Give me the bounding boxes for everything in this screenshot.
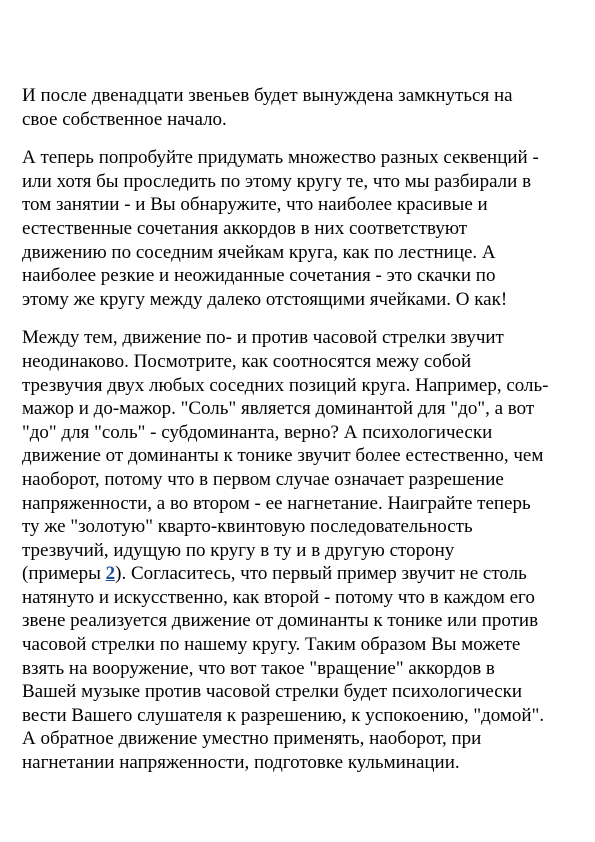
text-line: ту же "золотую" кварто-квинтовую последовательность xyxy=(22,516,473,538)
text-line: нагнетании напряженности, подготовке кульминации. xyxy=(22,752,460,774)
document-page xyxy=(22,84,574,790)
text-line: наоборот, потому что в первом случае означает разрешение xyxy=(22,468,504,490)
example-link[interactable]: 2 xyxy=(105,563,116,585)
text-line: или хотя бы проследить по этому кругу те, что мы разбирали в xyxy=(22,170,532,192)
text-line: том занятии - и Вы обнаружите, что наиболее красивые и xyxy=(22,194,488,216)
text-line: звене реализуется движение от доминанты к тонике или против xyxy=(22,610,539,632)
text-line-with-link xyxy=(22,562,574,586)
text-line: мажор и до-мажор. "Соль" является доминантой для "до", а вот xyxy=(22,398,535,420)
text-line: натянуто и искусственно, как второй - потому что в каждом его xyxy=(22,586,535,608)
text-line: движению по соседним ячейкам круга, как по лестнице. А xyxy=(22,241,496,263)
text-line: вести Вашего слушателя к разрешению, к успокоению, "домой". xyxy=(22,704,545,726)
paragraph-1 xyxy=(22,84,574,131)
text-line: А теперь попробуйте придумать множество разных секвенций - xyxy=(22,147,539,169)
link-suffix-text: ). Согласитесь, что первый пример звучит не столь xyxy=(115,563,527,585)
text-line: "до" для "соль" - субдоминанта, верно? А психологически xyxy=(22,421,493,443)
text-line: наиболее резкие и неожиданные сочетания - это скачки по xyxy=(22,265,496,287)
text-line: трезвучия двух любых соседних позиций круга. Например, соль- xyxy=(22,374,549,396)
paragraph-2 xyxy=(22,146,574,311)
text-line: движение от доминанты к тонике звучит более естественно, чем xyxy=(22,445,544,467)
text-line: свое собственное начало. xyxy=(22,108,227,130)
text-line: неодинаково. Посмотрите, как соотносятся межу собой xyxy=(22,350,472,372)
text-line: напряженности, а во втором - ее нагнетание. Наиграйте теперь xyxy=(22,492,531,514)
text-line: Между тем, движение по- и против часовой стрелки звучит xyxy=(22,327,504,349)
text-line: А обратное движение уместно применять, наоборот, при xyxy=(22,728,482,750)
text-line: часовой стрелки по нашему кругу. Таким образом Вы можете xyxy=(22,634,521,656)
text-line: Вашей музыке против часовой стрелки будет психологически xyxy=(22,681,523,703)
text-line: этому же кругу между далеко отстоящими ячейками. О как! xyxy=(22,288,508,310)
link-prefix-text: (примеры xyxy=(22,563,106,585)
text-line: трезвучий, идущую по кругу в ту и в другую сторону xyxy=(22,539,455,561)
text-line: И после двенадцати звеньев будет вынуждена замкнуться на xyxy=(22,85,513,106)
text-line: естественные сочетания аккордов в них соответствуют xyxy=(22,217,468,239)
paragraph-3 xyxy=(22,326,574,774)
text-line: взять на вооружение, что вот такое "вращение" аккордов в xyxy=(22,657,495,679)
